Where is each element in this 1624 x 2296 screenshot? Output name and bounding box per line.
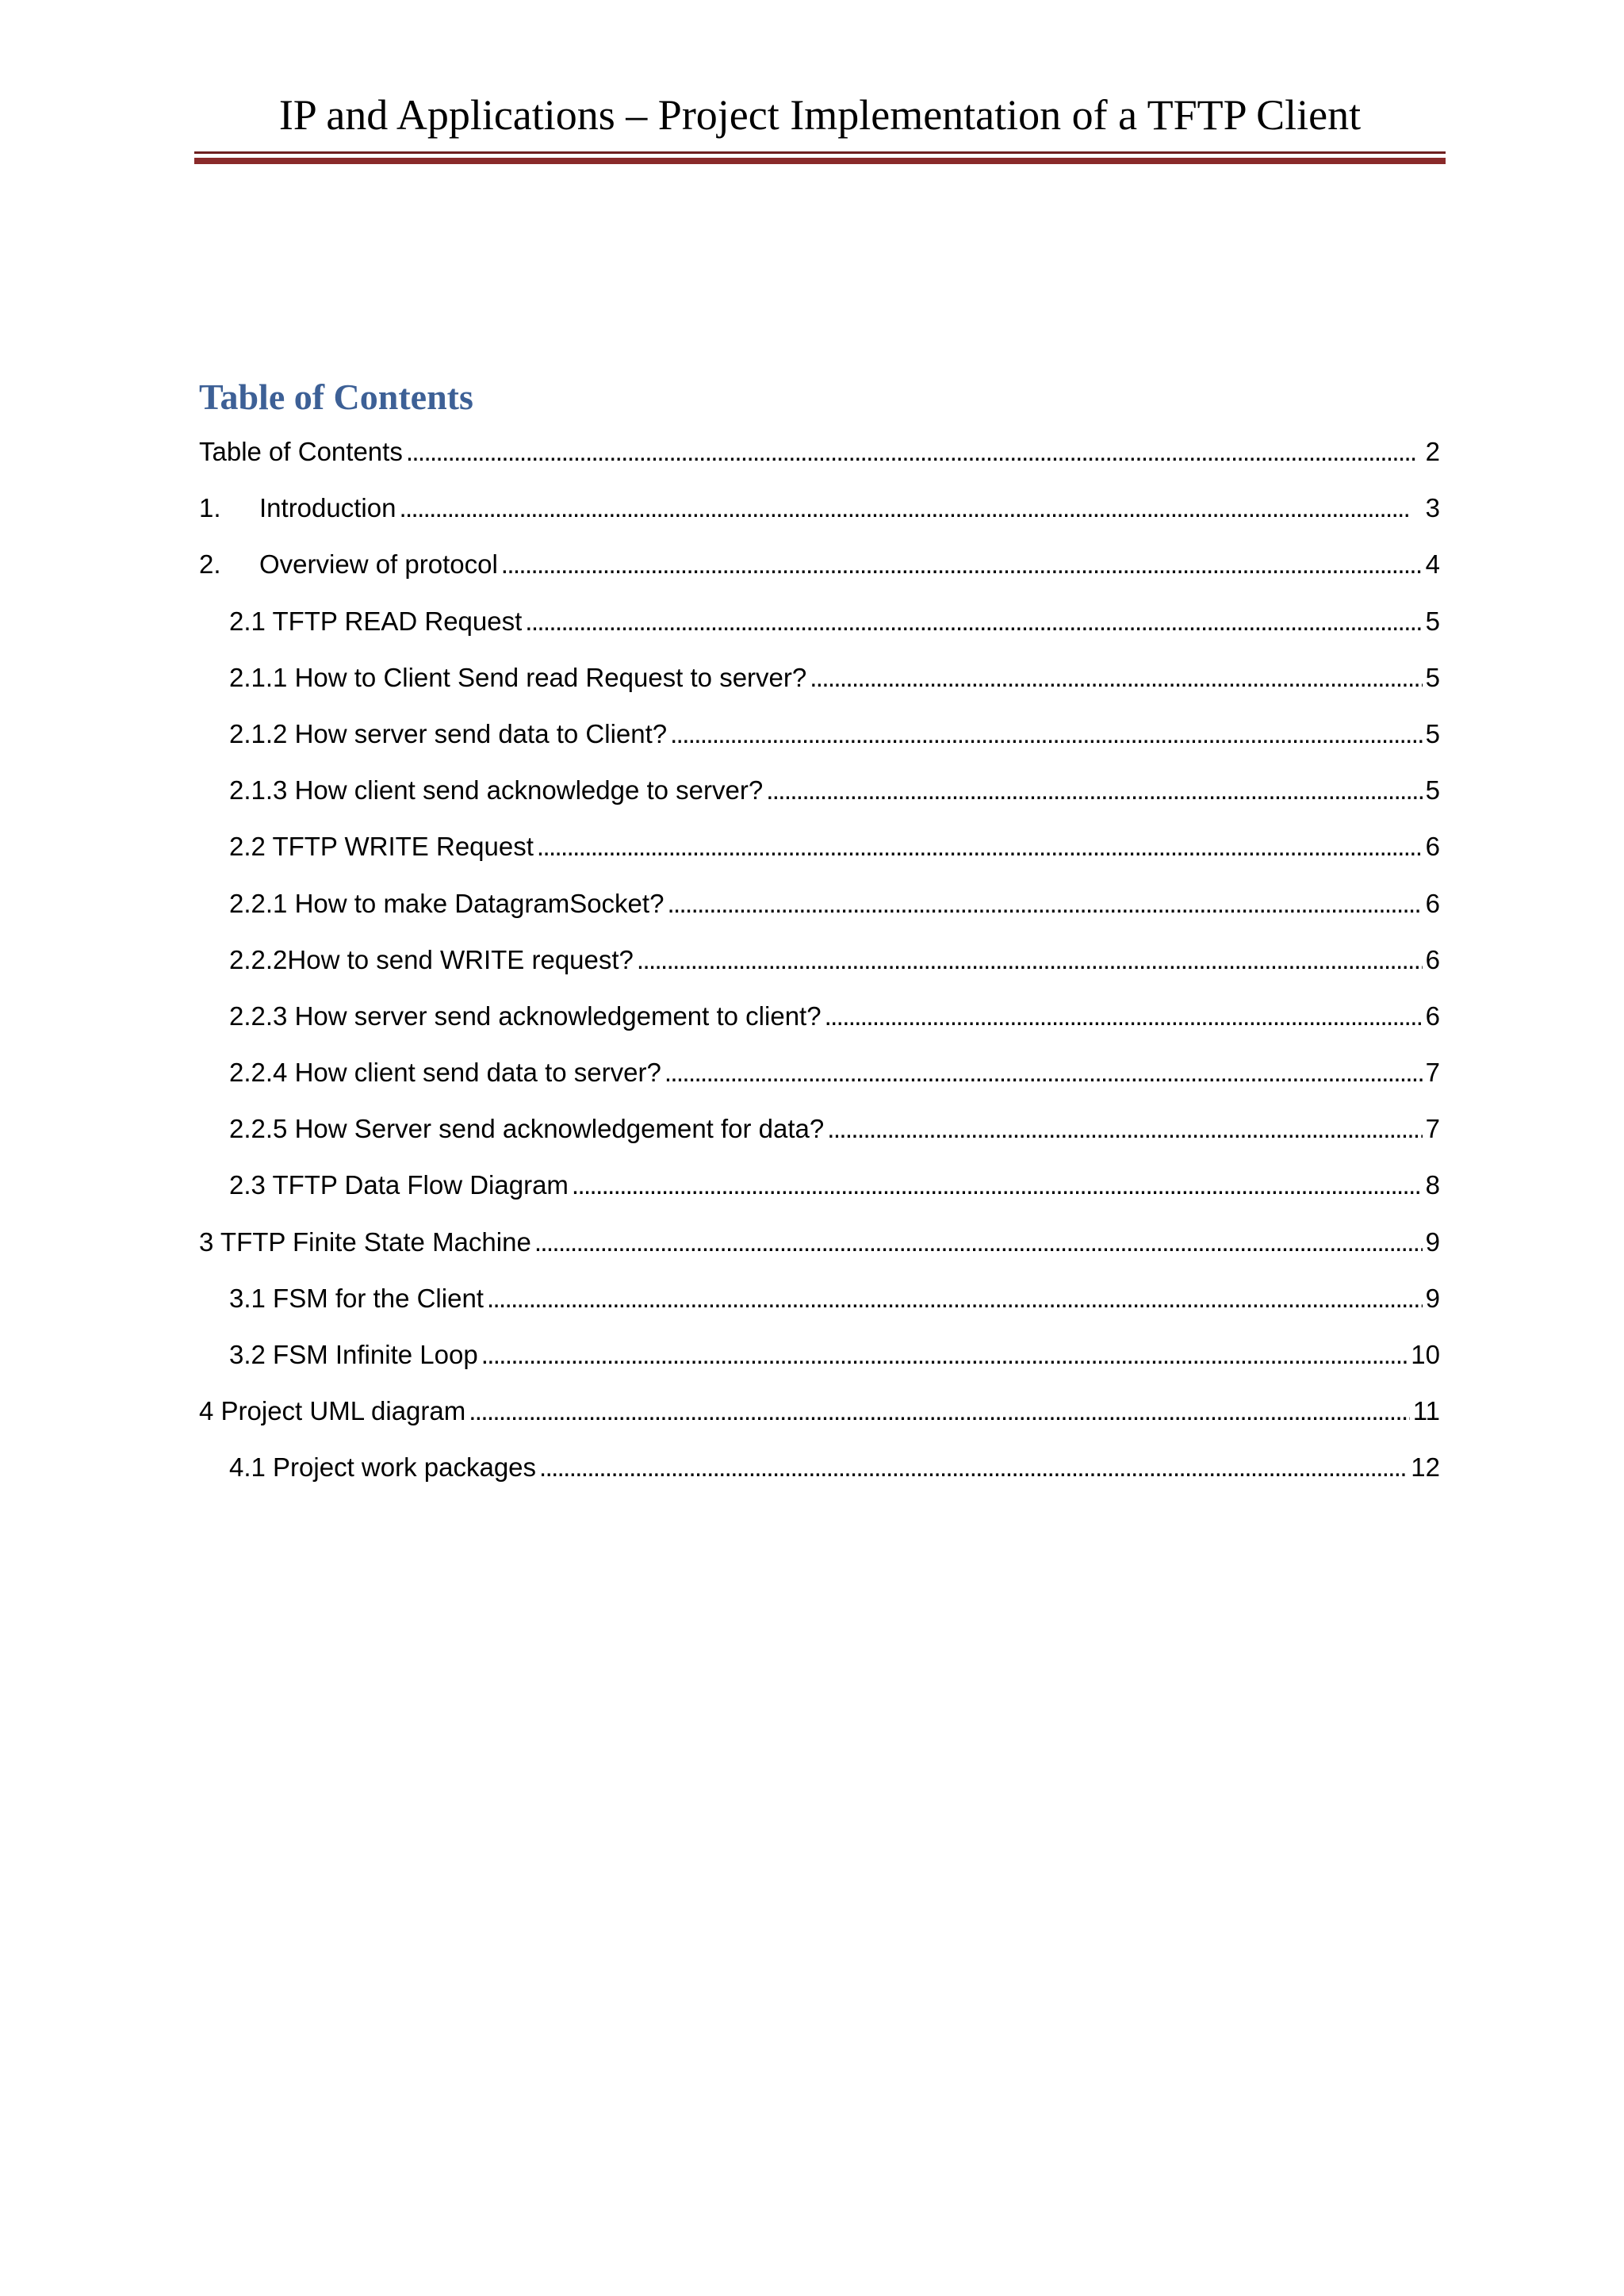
toc-entry[interactable]: [199, 712, 1440, 768]
toc-entry-title: 2.2.2How to send WRITE request?: [229, 944, 634, 974]
toc-dot-leader: [501, 542, 1423, 587]
toc-entry-title: Introduction: [259, 493, 396, 523]
toc-entry-page-number: 3: [1425, 493, 1440, 523]
toc-entry-title: 2.2.1 How to make DatagramSocket?: [229, 888, 665, 918]
toc-entry-page-number: 5: [1425, 606, 1440, 636]
toc-entry-number: 2.: [199, 549, 221, 580]
toc-entry-title: 2.1.3 How client send acknowledge to server?: [229, 775, 764, 806]
toc-entry[interactable]: [199, 1333, 1440, 1389]
toc-entry-page-number: 5: [1425, 662, 1440, 692]
toc-entry[interactable]: [199, 1107, 1440, 1163]
toc-entry-title: 4.1 Project work packages: [229, 1452, 537, 1483]
header-rule-thin: [194, 151, 1446, 154]
toc-dot-leader: [487, 1276, 1423, 1321]
toc-dot-leader: [537, 825, 1423, 869]
toc-entry-title: 2.2 TFTP WRITE Request: [229, 832, 534, 862]
toc-entry-title: 2.1.1 How to Client Send read Request to server?: [229, 662, 807, 692]
toc-dot-leader: [539, 1445, 1408, 1490]
toc-dot-leader: [667, 882, 1422, 926]
toc-entry-number: 1.: [199, 493, 221, 523]
page-header-title: IP and Applications – Project Implementation of a TFTP Client: [278, 91, 1362, 139]
toc-entry-title: 4 Project UML diagram: [199, 1396, 466, 1426]
toc-entry[interactable]: [199, 542, 1440, 599]
toc-entry-page-number: 8: [1425, 1170, 1440, 1200]
toc-dot-leader: [469, 1389, 1409, 1433]
toc-entry[interactable]: [199, 1163, 1440, 1219]
toc-entry[interactable]: [199, 768, 1440, 825]
toc-entry[interactable]: [199, 486, 1440, 542]
toc-entry-title: Table of Contents: [199, 437, 403, 466]
toc-dot-leader: [481, 1333, 1408, 1377]
toc-dot-leader: [637, 938, 1423, 982]
toc-entry[interactable]: [199, 1050, 1440, 1107]
toc-entry[interactable]: [199, 882, 1440, 938]
toc-entry[interactable]: [199, 994, 1440, 1050]
toc-entry-page-number: 11: [1412, 1396, 1440, 1426]
toc-dot-leader: [766, 768, 1422, 813]
toc-entry[interactable]: [199, 1220, 1440, 1276]
toc-entry-title: 2.2.5 How Server send acknowledgement for data?: [229, 1114, 825, 1144]
toc-entry-page-number: 2: [1425, 437, 1440, 466]
toc-entry-page-number: 12: [1411, 1452, 1440, 1483]
toc-entry[interactable]: [199, 599, 1440, 656]
toc-entry-page-number: 9: [1425, 1283, 1440, 1313]
toc-dot-leader: [534, 1220, 1423, 1265]
toc-entry-page-number: 7: [1425, 1058, 1440, 1088]
toc-entry-page-number: 6: [1425, 832, 1440, 862]
toc-entry-page-number: 6: [1425, 888, 1440, 918]
toc-list: [199, 430, 1440, 1502]
toc-dot-leader: [825, 994, 1423, 1039]
toc-entry[interactable]: [199, 430, 1440, 486]
toc-entry-page-number: 5: [1425, 718, 1440, 748]
toc-entry-title: Overview of protocol: [259, 549, 498, 580]
toc-entry-title: 2.2.4 How client send data to server?: [229, 1058, 661, 1088]
toc-dot-leader: [572, 1163, 1423, 1207]
toc-heading: Table of Contents: [199, 377, 473, 417]
toc-dot-leader: [665, 1050, 1423, 1095]
toc-entry[interactable]: [199, 938, 1440, 994]
toc-entry[interactable]: [199, 1389, 1440, 1445]
toc-entry[interactable]: [199, 1276, 1440, 1333]
toc-entry-page-number: 6: [1425, 1001, 1440, 1031]
toc-dot-leader: [810, 656, 1422, 700]
toc-entry-title: 2.1 TFTP READ Request: [229, 606, 523, 636]
toc-entry-title: 2.2.3 How server send acknowledgement to client?: [229, 1001, 822, 1031]
toc-dot-leader: [827, 1107, 1422, 1151]
header-rule-thick: [194, 158, 1446, 164]
toc-dot-leader: [525, 599, 1422, 644]
toc-entry-title: 2.1.2 How server send data to Client?: [229, 718, 668, 748]
toc-entry-title: 2.3 TFTP Data Flow Diagram: [229, 1170, 569, 1200]
toc-entry-title: 3.1 FSM for the Client: [229, 1283, 484, 1313]
toc-dot-leader: [406, 430, 1423, 474]
toc-entry-page-number: 10: [1411, 1340, 1440, 1369]
toc-dot-leader: [670, 712, 1423, 756]
toc-entry[interactable]: [199, 1445, 1440, 1502]
toc-entry-page-number: 5: [1425, 775, 1440, 806]
toc-entry-title: 3.2 FSM Infinite Loop: [229, 1340, 478, 1369]
toc-dot-leader: [399, 486, 1422, 530]
toc-entry-page-number: 6: [1425, 944, 1440, 974]
toc-entry[interactable]: [199, 656, 1440, 712]
toc-entry-page-number: 7: [1425, 1114, 1440, 1144]
toc-entry-page-number: 9: [1425, 1226, 1440, 1257]
toc-entry[interactable]: [199, 825, 1440, 881]
toc-entry-page-number: 4: [1425, 549, 1440, 580]
toc-entry-title: 3 TFTP Finite State Machine: [199, 1226, 531, 1257]
